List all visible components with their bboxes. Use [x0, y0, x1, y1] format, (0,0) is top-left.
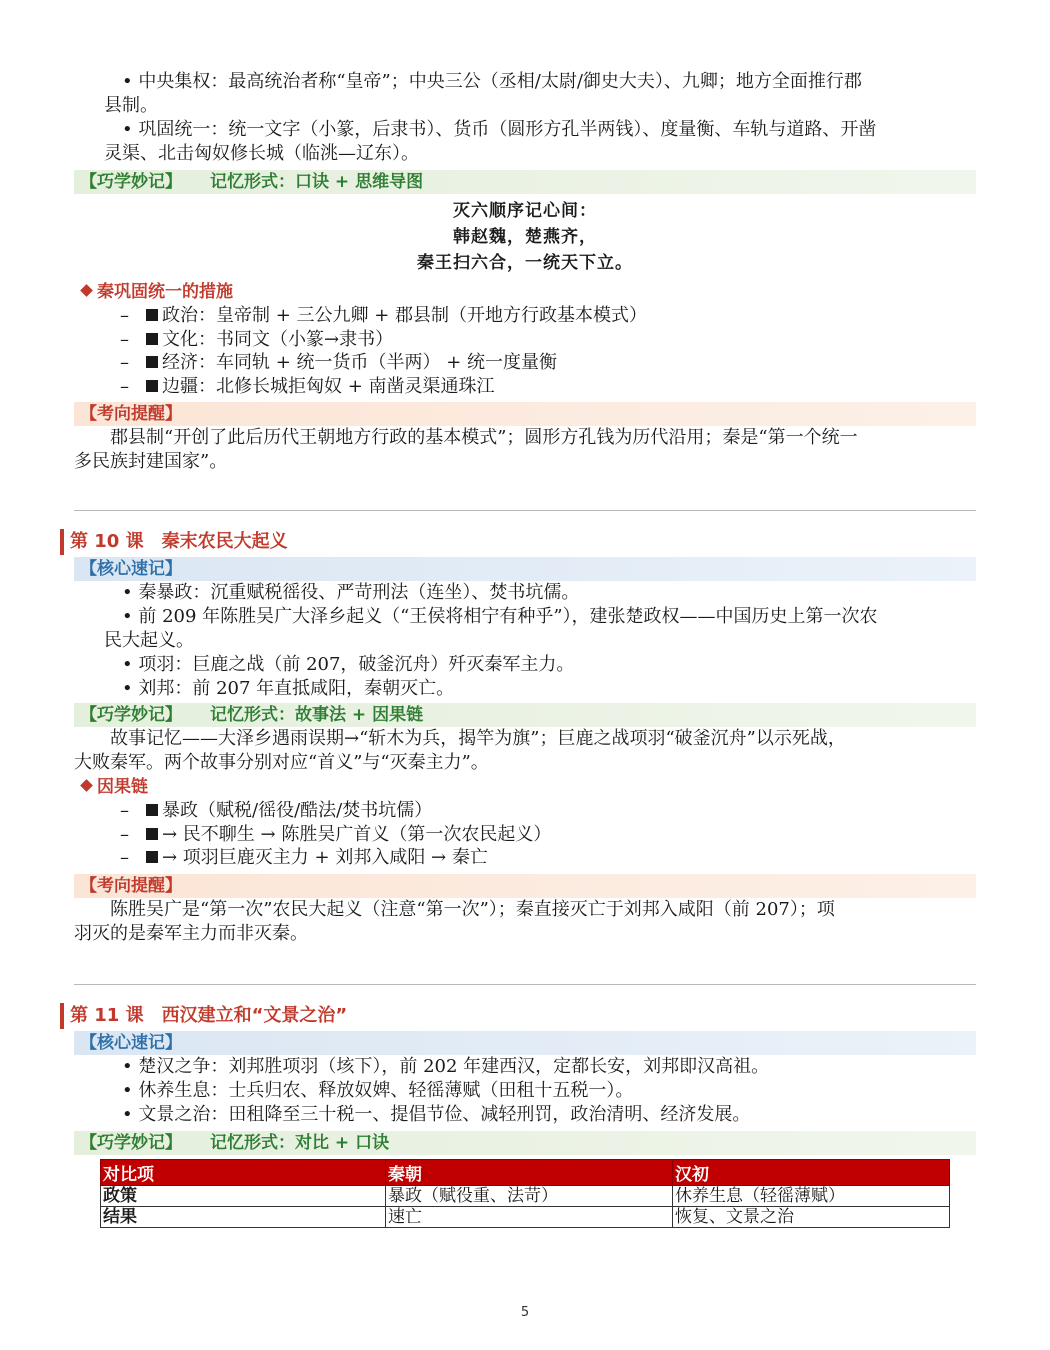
square-bullet-icon [146, 309, 158, 321]
page-number: 5 [520, 1305, 530, 1320]
exam-band: 【考向提醒】 [74, 874, 976, 898]
list-item: – → 项羽巨鹿灭主力 + 刘邦入咸阳 → 秦亡 [120, 847, 488, 868]
column-header: 秦朝 [386, 1159, 673, 1185]
exam-text: 郡县制“开创了此后历代王朝地方行政的基本模式”；圆形方孔钱为历代沿用；秦是“第一个统一 多民族封建国家”。 [74, 427, 858, 472]
bullet-item: • 前 209 年陈胜吴广大泽乡起义（“王侯将相宁有种乎”），建张楚政权——中国历史上第一次农 民大起义。 [104, 606, 878, 651]
square-bullet-icon [146, 851, 158, 863]
tip-band: 【巧学妙记】 记忆形式：故事法 + 因果链 [74, 703, 976, 727]
table-cell: 速亡 [386, 1206, 673, 1227]
table-cell: 恢复、文景之治 [673, 1206, 950, 1227]
square-bullet-icon [146, 356, 158, 368]
square-bullet-icon [146, 828, 158, 840]
story-text: 故事记忆——大泽乡遇雨误期→“斩木为兵，揭竿为旗”；巨鹿之战项羽“破釜沉舟”以示死战， 大败秦军。两个故事分别对应“首义”与“灭秦主力”。 [74, 728, 846, 773]
core-band: 【核心速记】 [74, 1031, 976, 1055]
bullet-item: • 文景之治：田租降至三十税一、提倡节俭、减轻刑罚，政治清明、经济发展。 [122, 1103, 751, 1125]
diamond-icon [80, 779, 93, 792]
exam-text: 陈胜吴广是“第一次”农民大起义（注意“第一次”）；秦直接灭亡于刘邦入咸阳（前 207）；项 羽灭的是秦军主力而非灭秦。 [74, 898, 835, 944]
table-cell: 休养生息（轻徭薄赋） [673, 1185, 950, 1206]
column-header: 汉初 [673, 1159, 950, 1185]
table-row [101, 1206, 950, 1227]
table-header-row [101, 1159, 950, 1185]
bullet-item: • 休养生息：士兵归农、释放奴婢、轻徭薄赋（田租十五税一）。 [122, 1079, 634, 1101]
table-cell: 结果 [101, 1206, 386, 1227]
bullet-item: • 秦暴政：沉重赋税徭役、严苛刑法（连坐）、焚书坑儒。 [122, 582, 580, 603]
list-item: – 经济：车同轨 + 统一货币（半两） + 统一度量衡 [120, 352, 558, 373]
sub-heading: 因果链 [74, 775, 976, 799]
square-bullet-icon [146, 333, 158, 345]
page-content [70, 70, 976, 1228]
tip-band: 【巧学妙记】 记忆形式：口诀 + 思维导图 [74, 170, 976, 194]
exam-band: 【考向提醒】 [74, 402, 976, 426]
list-item: – 文化：书同文（小篆→隶书） [120, 328, 394, 350]
lesson-heading: 第 11 课 西汉建立和“文景之治” [60, 1003, 976, 1029]
lesson-heading: 第 10 课 秦末农民大起义 [60, 529, 976, 555]
list-item: – 边疆：北修长城拒匈奴 + 南凿灵渠通珠江 [120, 375, 495, 397]
bullet-item: • 巩固统一：统一文字（小篆，后隶书）、货币（圆形方孔半两钱）、度量衡、车轨与道路、开凿 灵渠、北击匈奴修长城（临洮—辽东）。 [104, 119, 877, 164]
table-row [101, 1185, 950, 1206]
square-bullet-icon [146, 804, 158, 816]
table-cell: 暴政（赋役重、法苛） [386, 1185, 673, 1206]
comparison-table [100, 1159, 950, 1228]
column-header: 对比项 [101, 1159, 386, 1185]
bullet-item: • 刘邦：前 207 年直抵咸阳，秦朝灭亡。 [122, 678, 455, 699]
bullet-item: • 中央集权：最高统治者称“皇帝”；中央三公（丞相/太尉/御史大夫）、九卿；地方全面推行郡 县制。 [104, 71, 862, 116]
bullet-item: • 项羽：巨鹿之战（前 207，破釜沉舟）歼灭秦军主力。 [122, 654, 575, 675]
core-band: 【核心速记】 [74, 557, 976, 581]
list-item: – 政治：皇帝制 + 三公九卿 + 郡县制（开地方行政基本模式） [120, 305, 648, 326]
tip-band: 【巧学妙记】 记忆形式：对比 + 口诀 [74, 1131, 976, 1155]
list-item: – 暴政（赋税/徭役/酷法/焚书坑儒） [120, 800, 433, 821]
sub-heading: 秦巩固统一的措施 [74, 280, 976, 304]
square-bullet-icon [146, 380, 158, 392]
diamond-icon [80, 284, 93, 297]
mnemonic-poem: 灭六顺序记心间： 韩赵魏，楚燕齐， 秦王扫六合，一统天下立。 [417, 201, 633, 273]
table-cell: 政策 [101, 1185, 386, 1206]
list-item: – → 民不聊生 → 陈胜吴广首义（第一次农民起义） [120, 823, 552, 845]
bullet-item: • 楚汉之争：刘邦胜项羽（垓下），前 202 年建西汉，定都长安，刘邦即汉高祖。 [122, 1055, 770, 1077]
